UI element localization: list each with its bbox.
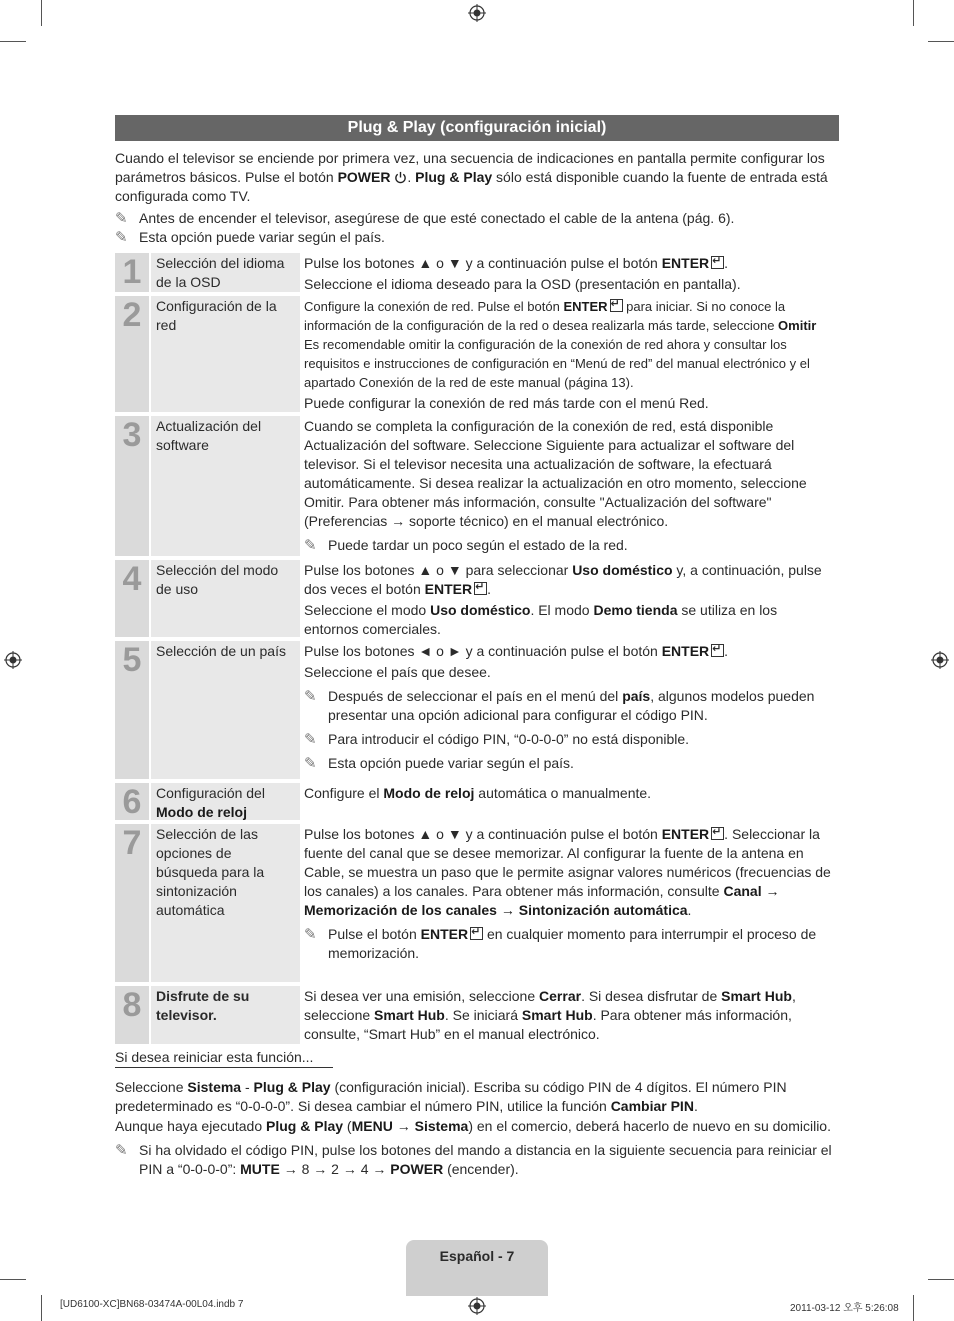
enter-icon (711, 256, 724, 269)
note: ✎ Esta opción puede variar según el país. (115, 229, 385, 246)
pencil-note-icon: ✎ (304, 688, 317, 705)
step-number: 6 (115, 783, 149, 820)
step-row (115, 986, 840, 1044)
note: ✎ Antes de encender el televisor, asegúrese de que esté conectado el cable de la antena (pág. 6). (115, 210, 735, 227)
pencil-note-icon: ✎ (304, 731, 317, 748)
step-label: Configuración de la red (151, 296, 300, 412)
page-number-tab: Español - 7 (406, 1240, 548, 1296)
step-label: Selección del idioma de la OSD (151, 253, 300, 292)
step-number: 1 (115, 253, 149, 292)
pencil-note-icon: ✎ (115, 1142, 128, 1159)
step-description: Configure el Modo de reloj automática o manualmente. (304, 785, 652, 801)
pencil-note-icon: ✎ (115, 210, 128, 227)
pencil-note-icon: ✎ (304, 755, 317, 772)
step-description: Pulse los botones ◄ o ► y a continuación pulse el botón ENTER↵ . Seleccione el país que desee. ✎ Después de seleccionar el país en el menú del país, algunos modelos pueden presentar una opción adicional para configurar el código PIN. ✎ Para introducir el código PIN, “0-0-0-0” no está disponible. ✎ Esta opción puede variar según el país. (304, 641, 840, 779)
step-description: Configure la conexión de red. Pulse el botón ENTER↵ para iniciar. Si no conoce la información de la configuración de la red o desea realizarla más tarde, seleccione Omitir Es recomendable omitir la configuración de la conexión de red ahora y consultar los requisitos e instrucciones de configuración en “Menú de red” del manual electrónico y el apartado Conexión de la red de este manual (página 13). Puede configurar la conexión de red más tarde con el menú Red. (304, 296, 840, 412)
step-row (115, 416, 840, 556)
power-icon (394, 171, 407, 184)
note: ✎ Esta opción puede variar según el país. (304, 755, 574, 772)
step-row (115, 783, 840, 820)
step-number: 2 (115, 296, 149, 412)
pencil-note-icon: ✎ (304, 537, 317, 554)
step-number: 3 (115, 416, 149, 556)
crop-mark (41, 0, 42, 26)
step-number: 8 (115, 986, 149, 1044)
step-label: Configuración del Modo de reloj (151, 783, 300, 820)
step-row (115, 824, 840, 982)
step-description: Pulse los botones ▲ o ▼ y a continuación pulse el botón ENTER↵ . Seleccionar la fuente del canal que se desee memorizar. Al configurar la fuente de la antena en Cable, se muestra un paso que le permite asignar valores numéricos (frecuencias de los canales) a los canales. Para obtener más información, consulte Canal → Memorización de los canales → Sintonización automática. ✎ Pulse el botón ENTER↵ en cualquier momento para interrumpir el proceso de memorización. (304, 824, 840, 982)
step-row (115, 253, 840, 292)
section-title: Plug & Play (configuración inicial) (115, 115, 839, 141)
reset-block: Seleccione Sistema - Plug & Play (configuración inicial). Escriba su código PIN de 4 dígitos. El número PIN predeterminado es “0-0-0-0”. Si desea cambiar el número PIN, utilice la función Cambiar PIN. Aunque haya ejecutado Plug & Play (MENU → Sistema) en el comercio, deberá hacerlo de nuevo en su domicilio. ✎ Si ha olvidado el código PIN, pulse los botones del mando a distancia en la siguiente secuencia para reiniciar el PIN a “0-0-0-0”: MUTE → 8 → 2 → 4 → POWER (encender). (115, 1078, 840, 1179)
crop-mark (41, 1295, 42, 1321)
enter-icon (711, 827, 724, 840)
steps-table (115, 253, 840, 1048)
enter-icon (470, 927, 483, 940)
intro-paragraph: Cuando el televisor se enciende por primera vez, una secuencia de indicaciones en pantalla permite configurar los parámetros básicos. Pulse el botón POWER . Plug & Play sólo está disponible cuando la fuente de entrada está configurada como TV. (115, 150, 828, 204)
pencil-note-icon: ✎ (115, 229, 128, 246)
step-description: Si desea ver una emisión, seleccione Cerrar. Si desea disfrutar de Smart Hub, seleccione Smart Hub. Se iniciará Smart Hub. Para obtener más información, consulte, “Smart Hub” en el manual electrónico. (304, 988, 796, 1042)
enter-icon (474, 582, 487, 595)
step-description: Pulse los botones ▲ o ▼ para seleccionar Uso doméstico y, a continuación, pulse dos veces el botón ENTER↵ . Seleccione el modo Uso doméstico. El modo Demo tienda se utiliza en los entornos comerciales. (304, 560, 840, 637)
step-label: Selección de las opciones de búsqueda para la sintonización automática (151, 824, 300, 982)
step-label: Selección del modo de uso (151, 560, 300, 637)
step-row (115, 560, 840, 637)
step-description: Pulse los botones ▲ o ▼ y a continuación pulse el botón ENTER↵ . Seleccione el idioma deseado para la OSD (presentación en pantalla). (304, 253, 840, 292)
registration-mark-icon (468, 1297, 486, 1315)
step-number: 4 (115, 560, 149, 637)
pencil-note-icon: ✎ (304, 926, 317, 943)
crop-mark (0, 41, 26, 42)
step-label: Selección de un país (151, 641, 300, 779)
note: ✎ Puede tardar un poco según el estado de la red. (304, 537, 628, 554)
step-number: 7 (115, 824, 149, 982)
note: ✎ Para introducir el código PIN, “0-0-0-0” no está disponible. (304, 731, 690, 748)
intro-block (115, 149, 840, 247)
note: ✎ Después de seleccionar el país en el menú del país, algunos modelos pueden presentar una opción adicional para configurar el código PIN. (304, 688, 815, 723)
step-label: Disfrute de su televisor. (151, 986, 300, 1044)
step-row (115, 296, 840, 412)
crop-mark (913, 1295, 914, 1321)
step-row (115, 641, 840, 779)
enter-icon (610, 299, 623, 312)
print-slug-left: [UD6100-XC]BN68-03474A-00L04.indb 7 (60, 1299, 244, 1310)
step-label: Actualización del software (151, 416, 300, 556)
enter-icon (711, 644, 724, 657)
reset-heading: Si desea reiniciar esta función... (115, 1049, 333, 1068)
step-description: Cuando se completa la configuración de la conexión de red, está disponible Actualización del software. Seleccione Siguiente para actualizar el software del televisor. Si el televisor necesita una actualización de software, la efectuará automáticamente. Si desea realizar la actualización en otro momento, seleccione Omitir. Para obtener más información, consulte "Actualización del software" (Preferencias → soporte técnico) en el manual electrónico. ✎ Puede tardar un poco según el estado de la red. (304, 416, 840, 556)
crop-mark (913, 0, 914, 26)
note: ✎ Pulse el botón ENTER↵ en cualquier momento para interrumpir el proceso de memorización. (304, 925, 834, 963)
step-number: 5 (115, 641, 149, 779)
crop-mark (928, 41, 954, 42)
print-slug-right: 2011-03-12 오후 5:26:08 (790, 1303, 899, 1314)
crop-mark (928, 1279, 954, 1280)
registration-mark-icon (468, 4, 486, 22)
registration-mark-icon (4, 651, 22, 669)
note: ✎ Si ha olvidado el código PIN, pulse los botones del mando a distancia en la siguiente secuencia para reiniciar el PIN a “0-0-0-0”: MUTE → 8 → 2 → 4 → POWER (encender). (115, 1142, 832, 1177)
registration-mark-icon (931, 651, 949, 669)
crop-mark (0, 1279, 26, 1280)
